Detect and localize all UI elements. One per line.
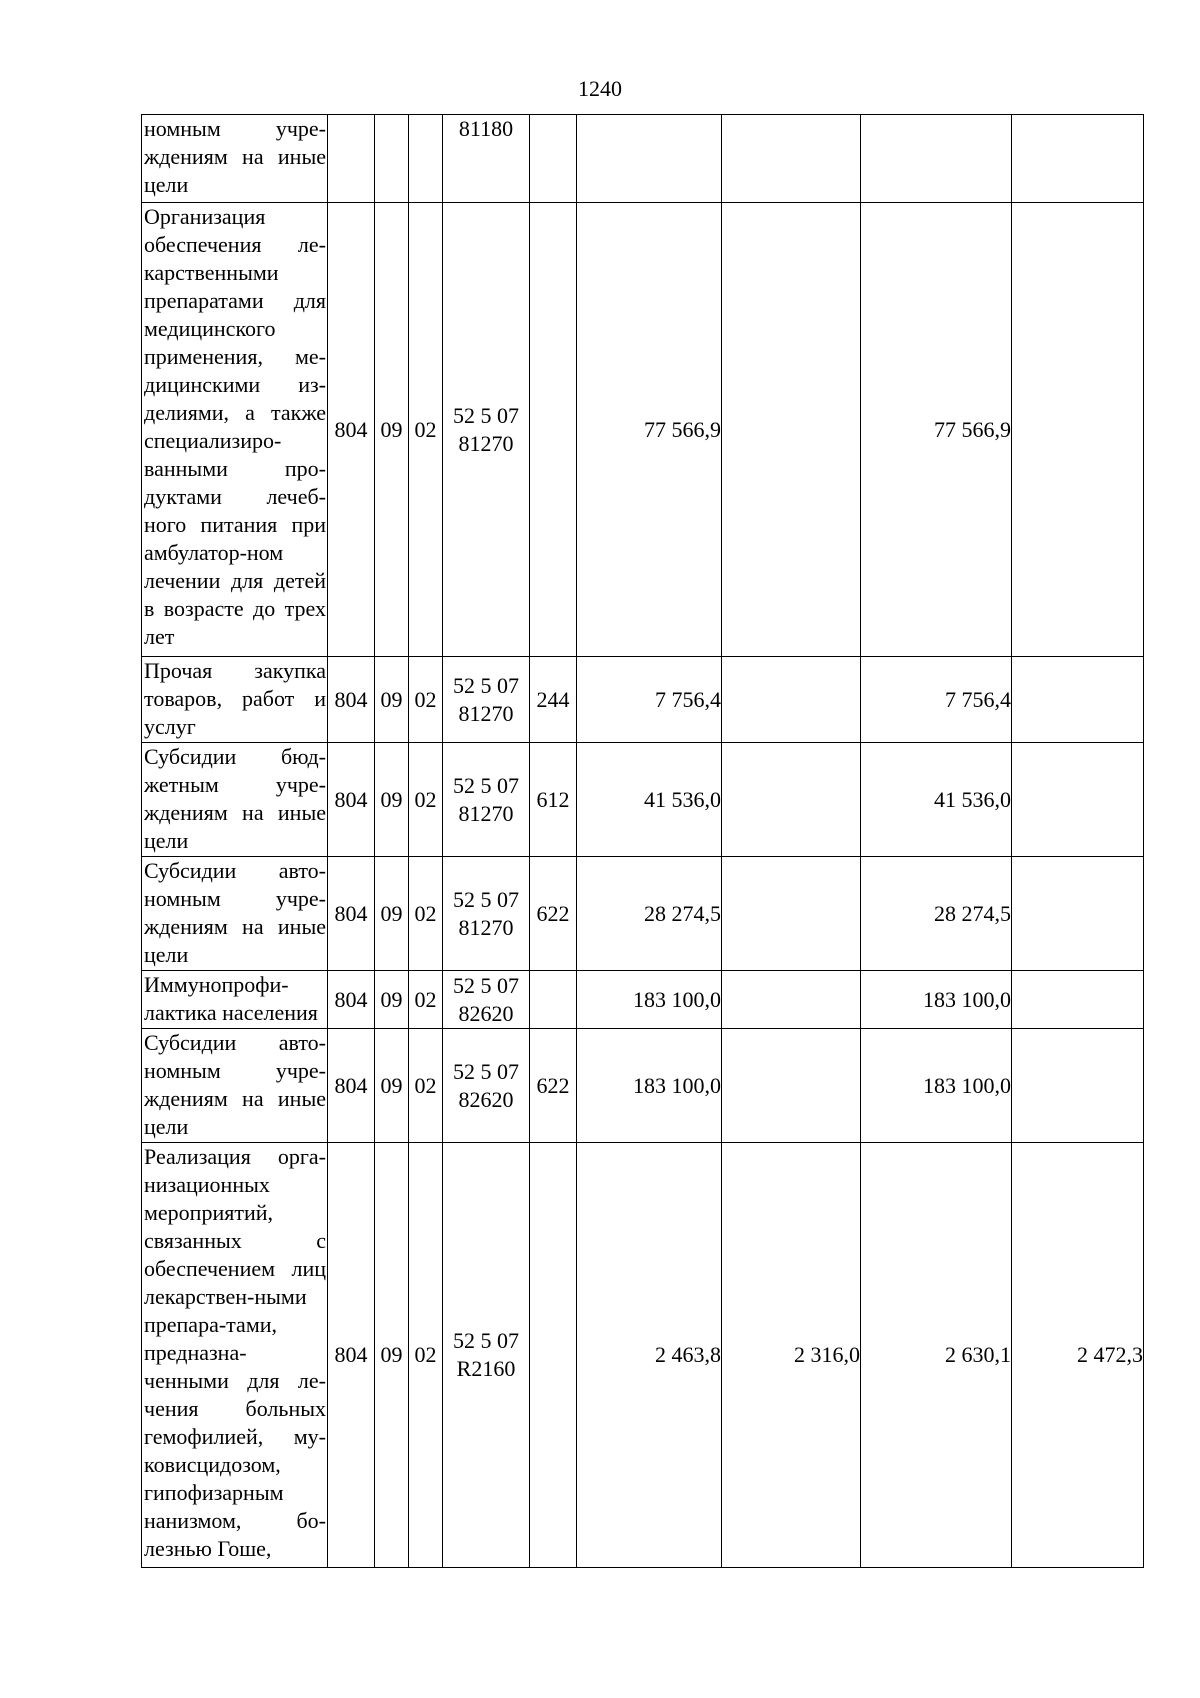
row-subsection-code: 02 bbox=[409, 743, 443, 857]
row-ministry-code: 804 bbox=[328, 1029, 375, 1143]
table-row bbox=[142, 1143, 1144, 1568]
row-value-2 bbox=[722, 115, 861, 203]
page-number: 1240 bbox=[578, 76, 622, 101]
row-expense-code: 612 bbox=[530, 743, 577, 857]
row-value-4 bbox=[1012, 743, 1144, 857]
row-value-1: 183 100,0 bbox=[577, 971, 722, 1029]
row-value-1: 28 274,5 bbox=[577, 857, 722, 971]
row-subsection-code: 02 bbox=[409, 203, 443, 657]
table-row bbox=[142, 857, 1144, 971]
row-expense-code: 622 bbox=[530, 857, 577, 971]
row-description: Организация обеспечения ле-карственными препаратами для медицинского применения, ме-дицинскими из-делиями, а также специализиро-ванными про-дуктами лечеб-ного питания при амбулатор-ном лечении для детей в возрасте до трех лет bbox=[142, 203, 328, 657]
row-value-4: 2 472,3 bbox=[1012, 1143, 1144, 1568]
row-description: Реализация орга-низационных мероприятий, связанных с обеспечением лиц лекарствен-ными препара-тами, предназна-ченными для ле-чения больных гемофилией, му-ковисцидозом, гипофизарным нанизмом, бо-лезнью Гоше, bbox=[142, 1143, 328, 1568]
row-value-2 bbox=[722, 743, 861, 857]
table-row bbox=[142, 657, 1144, 743]
row-ministry-code: 804 bbox=[328, 857, 375, 971]
table-row bbox=[142, 971, 1144, 1029]
row-subsection-code: 02 bbox=[409, 1029, 443, 1143]
row-value-1: 183 100,0 bbox=[577, 1029, 722, 1143]
row-value-4 bbox=[1012, 657, 1144, 743]
row-description: номным учре-ждениям на иные цели bbox=[142, 115, 328, 203]
row-value-1: 41 536,0 bbox=[577, 743, 722, 857]
row-value-2 bbox=[722, 1029, 861, 1143]
row-subsection-code: 02 bbox=[409, 857, 443, 971]
row-expense-code: 622 bbox=[530, 1029, 577, 1143]
row-value-3: 183 100,0 bbox=[861, 1029, 1012, 1143]
row-subsection-code: 02 bbox=[409, 657, 443, 743]
row-description: Субсидии авто-номным учре-ждениям на иные цели bbox=[142, 857, 328, 971]
row-section-code bbox=[375, 115, 409, 203]
row-expense-code: 244 bbox=[530, 657, 577, 743]
row-expense-code bbox=[530, 115, 577, 203]
row-ministry-code: 804 bbox=[328, 743, 375, 857]
row-section-code: 09 bbox=[375, 203, 409, 657]
row-target-code: 52 5 07 R2160 bbox=[443, 1143, 530, 1568]
row-subsection-code bbox=[409, 115, 443, 203]
row-value-3: 77 566,9 bbox=[861, 203, 1012, 657]
row-value-1: 2 463,8 bbox=[577, 1143, 722, 1568]
row-description: Прочая закупка товаров, работ и услуг bbox=[142, 657, 328, 743]
row-expense-code bbox=[530, 971, 577, 1029]
row-ministry-code: 804 bbox=[328, 657, 375, 743]
row-value-4 bbox=[1012, 1029, 1144, 1143]
row-expense-code bbox=[530, 1143, 577, 1568]
row-target-code: 52 5 07 81270 bbox=[443, 657, 530, 743]
row-subsection-code: 02 bbox=[409, 1143, 443, 1568]
row-ministry-code: 804 bbox=[328, 971, 375, 1029]
row-section-code: 09 bbox=[375, 1143, 409, 1568]
row-description: Субсидии авто-номным учре-ждениям на иные цели bbox=[142, 1029, 328, 1143]
row-value-4 bbox=[1012, 203, 1144, 657]
row-target-code: 81180 bbox=[443, 115, 530, 203]
row-value-1: 7 756,4 bbox=[577, 657, 722, 743]
row-value-2 bbox=[722, 203, 861, 657]
row-value-4 bbox=[1012, 971, 1144, 1029]
row-value-3: 183 100,0 bbox=[861, 971, 1012, 1029]
row-value-3: 28 274,5 bbox=[861, 857, 1012, 971]
table-row bbox=[142, 1029, 1144, 1143]
row-value-1: 77 566,9 bbox=[577, 203, 722, 657]
row-value-2: 2 316,0 bbox=[722, 1143, 861, 1568]
row-ministry-code: 804 bbox=[328, 1143, 375, 1568]
row-value-4 bbox=[1012, 857, 1144, 971]
budget-table bbox=[141, 114, 1144, 1568]
row-ministry-code: 804 bbox=[328, 203, 375, 657]
row-value-4 bbox=[1012, 115, 1144, 203]
row-value-1 bbox=[577, 115, 722, 203]
row-section-code: 09 bbox=[375, 743, 409, 857]
row-target-code: 52 5 07 81270 bbox=[443, 743, 530, 857]
row-target-code: 52 5 07 82620 bbox=[443, 1029, 530, 1143]
row-subsection-code: 02 bbox=[409, 971, 443, 1029]
row-value-2 bbox=[722, 857, 861, 971]
row-value-3: 41 536,0 bbox=[861, 743, 1012, 857]
row-value-3: 2 630,1 bbox=[861, 1143, 1012, 1568]
row-section-code: 09 bbox=[375, 971, 409, 1029]
table-row bbox=[142, 743, 1144, 857]
row-value-3 bbox=[861, 115, 1012, 203]
row-section-code: 09 bbox=[375, 857, 409, 971]
row-target-code: 52 5 07 82620 bbox=[443, 971, 530, 1029]
row-target-code: 52 5 07 81270 bbox=[443, 857, 530, 971]
table-row bbox=[142, 203, 1144, 657]
row-section-code: 09 bbox=[375, 1029, 409, 1143]
row-target-code: 52 5 07 81270 bbox=[443, 203, 530, 657]
row-description: Субсидии бюд-жетным учре-ждениям на иные цели bbox=[142, 743, 328, 857]
row-value-2 bbox=[722, 657, 861, 743]
row-description: Иммунопрофи-лактика населения bbox=[142, 971, 328, 1029]
row-ministry-code bbox=[328, 115, 375, 203]
row-value-2 bbox=[722, 971, 861, 1029]
row-expense-code bbox=[530, 203, 577, 657]
table-row bbox=[142, 115, 1144, 203]
row-value-3: 7 756,4 bbox=[861, 657, 1012, 743]
row-section-code: 09 bbox=[375, 657, 409, 743]
